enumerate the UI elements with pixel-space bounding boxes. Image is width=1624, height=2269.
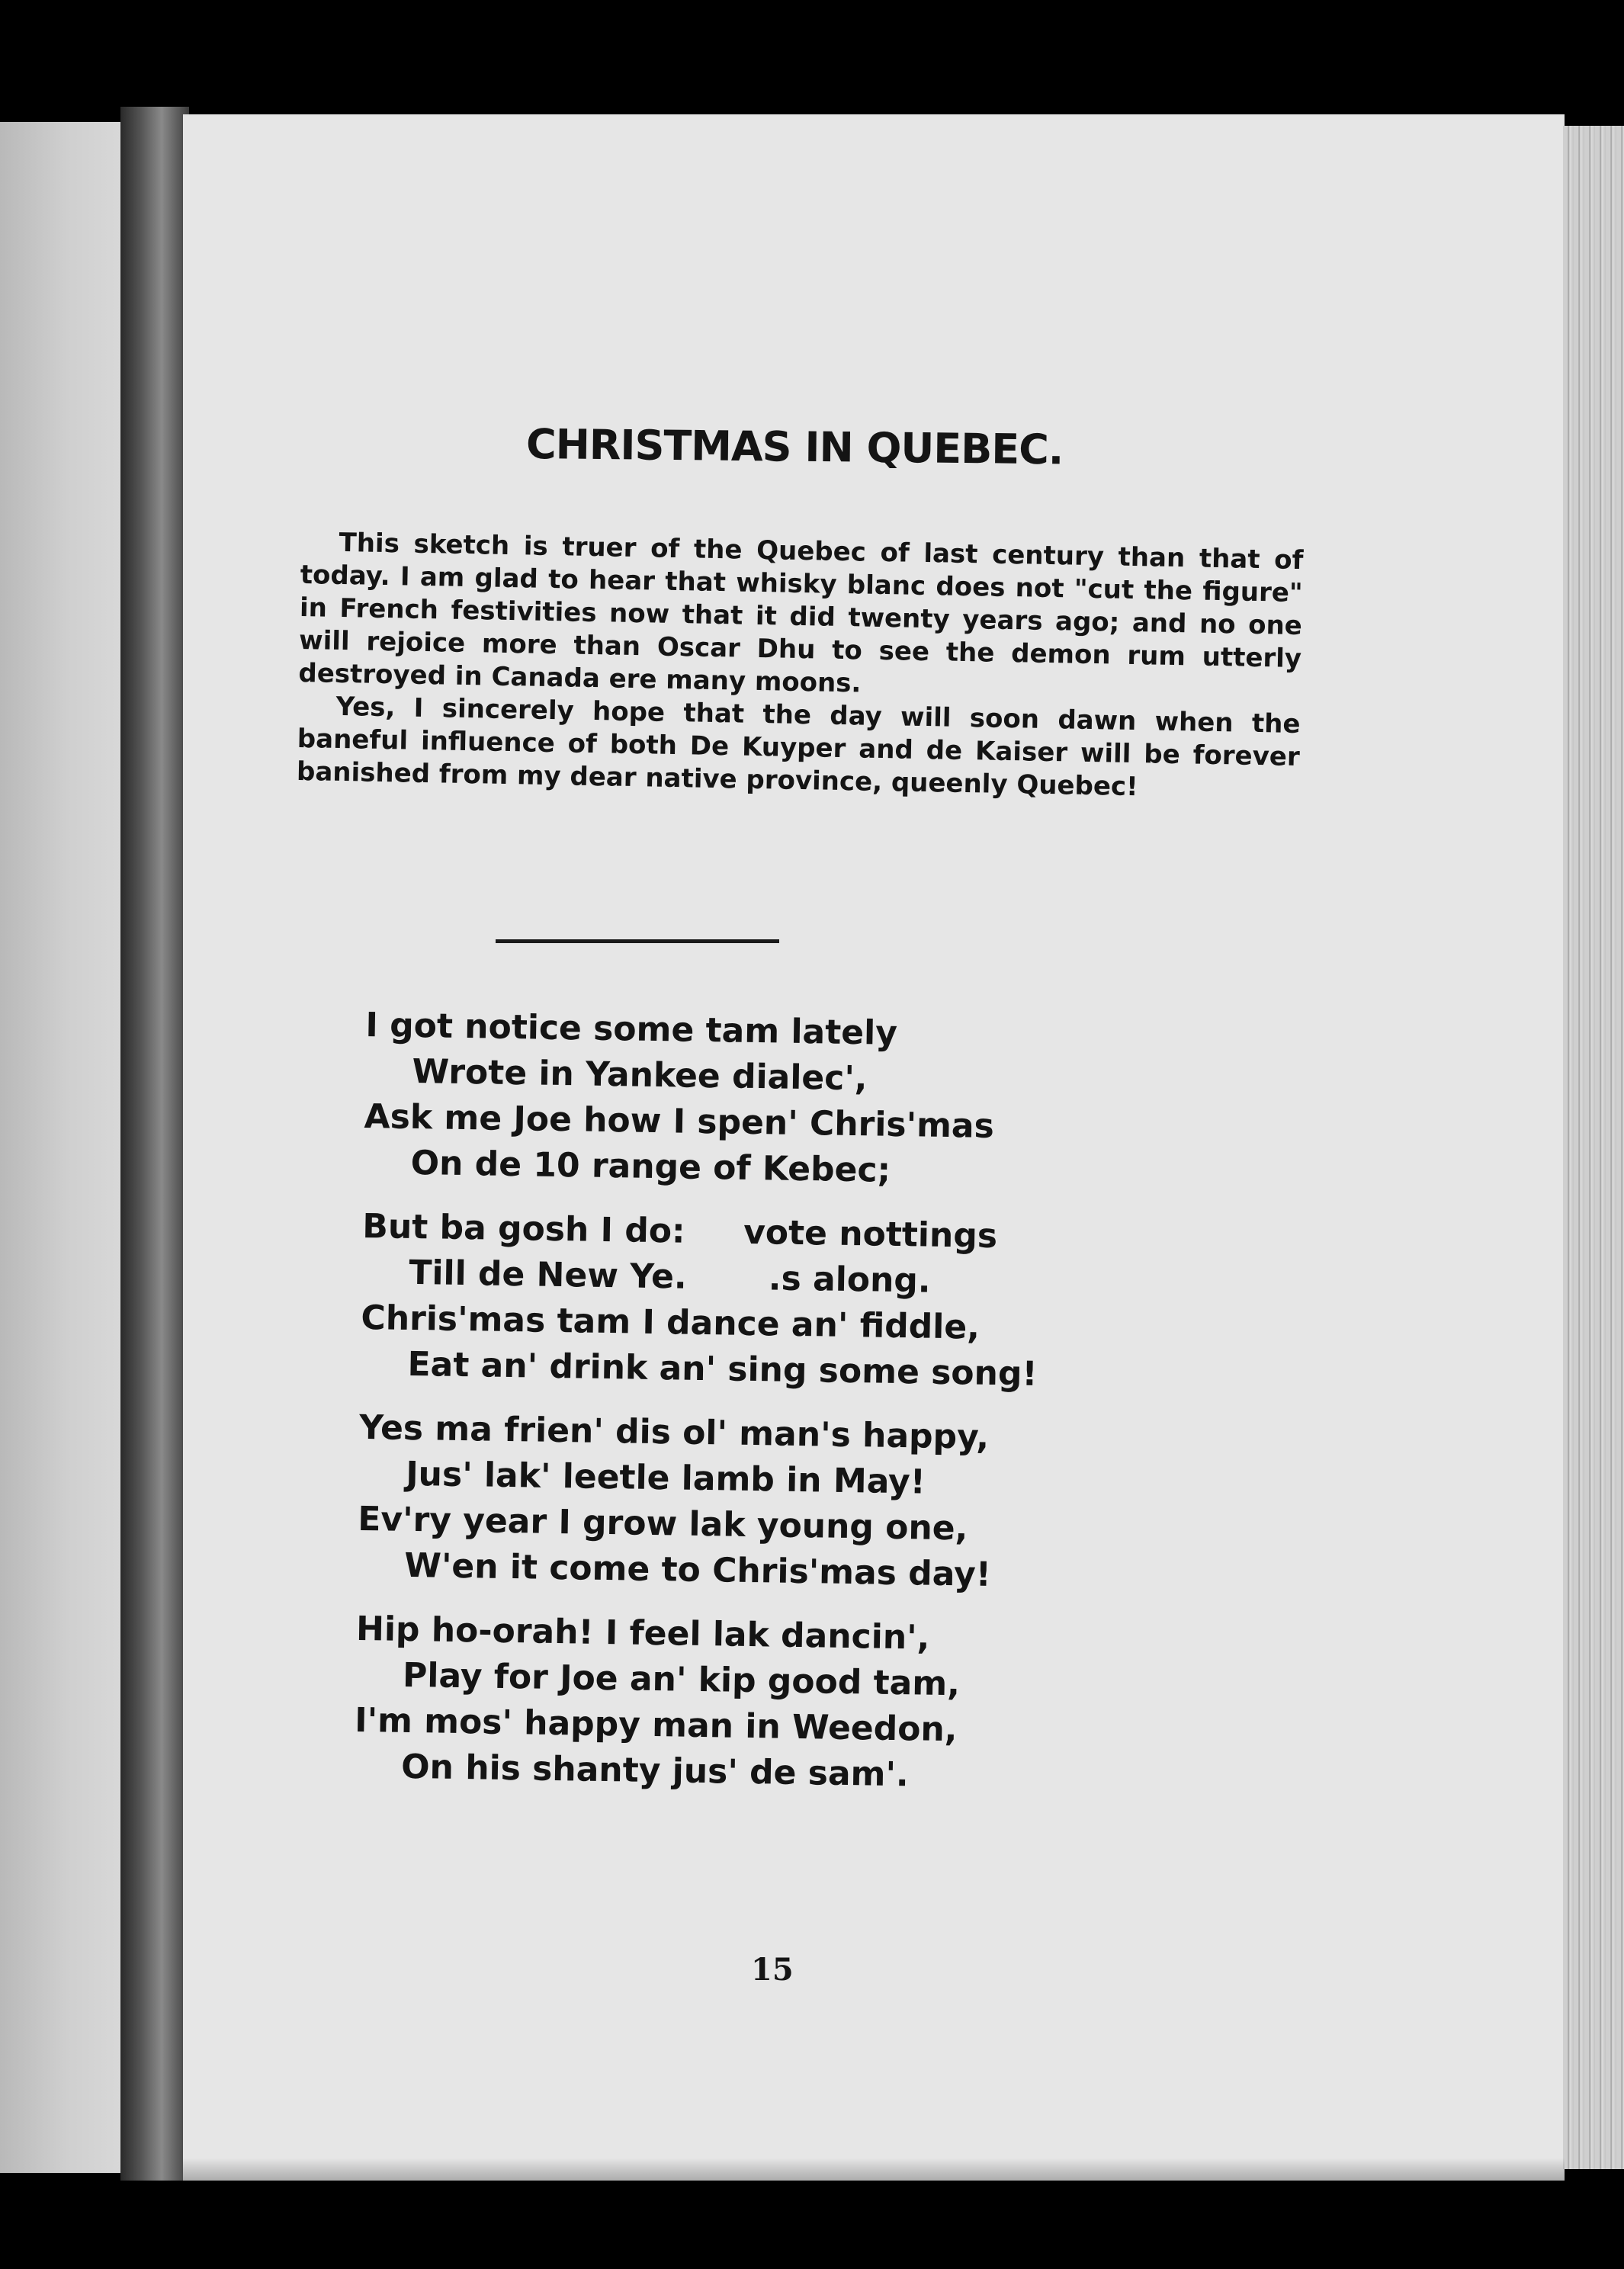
page-stack-edge bbox=[1563, 126, 1624, 2169]
page-bottom-shadow bbox=[183, 2158, 1565, 2181]
verse-line: Till de New Ye. .s along. bbox=[409, 1253, 931, 1301]
page-number: 15 bbox=[751, 1952, 794, 1988]
stanza bbox=[360, 1204, 1202, 1400]
verse-line: Eat an' drink an' sing some song! bbox=[407, 1344, 1038, 1394]
verse-line: I got notice some tam lately bbox=[365, 1005, 898, 1053]
stanza bbox=[357, 1405, 1199, 1601]
verse-line: But ba gosh I do: vote nottings bbox=[361, 1206, 998, 1256]
stanza bbox=[363, 1003, 1205, 1199]
left-page-edge bbox=[0, 122, 122, 2173]
verse-line: Hip ho-orah! I feel lak dancin', bbox=[355, 1609, 930, 1658]
poem bbox=[353, 1003, 1204, 1821]
stanza bbox=[354, 1606, 1196, 1802]
intro-paragraphs bbox=[297, 526, 1304, 807]
verse-line: Ask me Joe how I spen' Chris'mas bbox=[364, 1096, 995, 1146]
verse-line: Chris'mas tam I dance an' fiddle, bbox=[361, 1298, 980, 1347]
verse-line: Jus' lak' leetle lamb in May! bbox=[405, 1454, 926, 1502]
verse-line: Play for Joe an' kip good tam, bbox=[402, 1655, 961, 1704]
verse-line: W'en it come to Chris'mas day! bbox=[404, 1545, 992, 1594]
intro-paragraph: Yes, I sincerely hope that the day will soon dawn when the baneful influence of both De Kuyper and de Kaiser will be forever banished from my dear native province, queenly Quebec! bbox=[296, 691, 1301, 803]
verse-line: Yes ma frien' dis ol' man's happy, bbox=[358, 1407, 990, 1457]
page-title: CHRISTMAS IN QUEBEC. bbox=[525, 420, 1064, 474]
book-gutter bbox=[120, 107, 189, 2181]
verse-line: On de 10 range of Kebec; bbox=[410, 1143, 891, 1190]
verse-line: Wrote in Yankee dialec', bbox=[412, 1051, 868, 1099]
verse-line: I'm mos' happy man in Weedon, bbox=[354, 1700, 958, 1750]
verse-line: On his shanty jus' de sam'. bbox=[400, 1747, 910, 1795]
section-divider bbox=[496, 939, 779, 943]
verse-line: Ev'ry year I grow lak young one, bbox=[357, 1499, 968, 1549]
intro-paragraph: This sketch is truer of the Quebec of last century than that of today. I am glad to hear that whisky blanc does not "cut the figure" in French festivities now that it did twenty years ago; and no one will rejoice more than Oscar Dhu to see the demon rum utterly destroyed in Canada ere many moons. bbox=[298, 527, 1304, 699]
